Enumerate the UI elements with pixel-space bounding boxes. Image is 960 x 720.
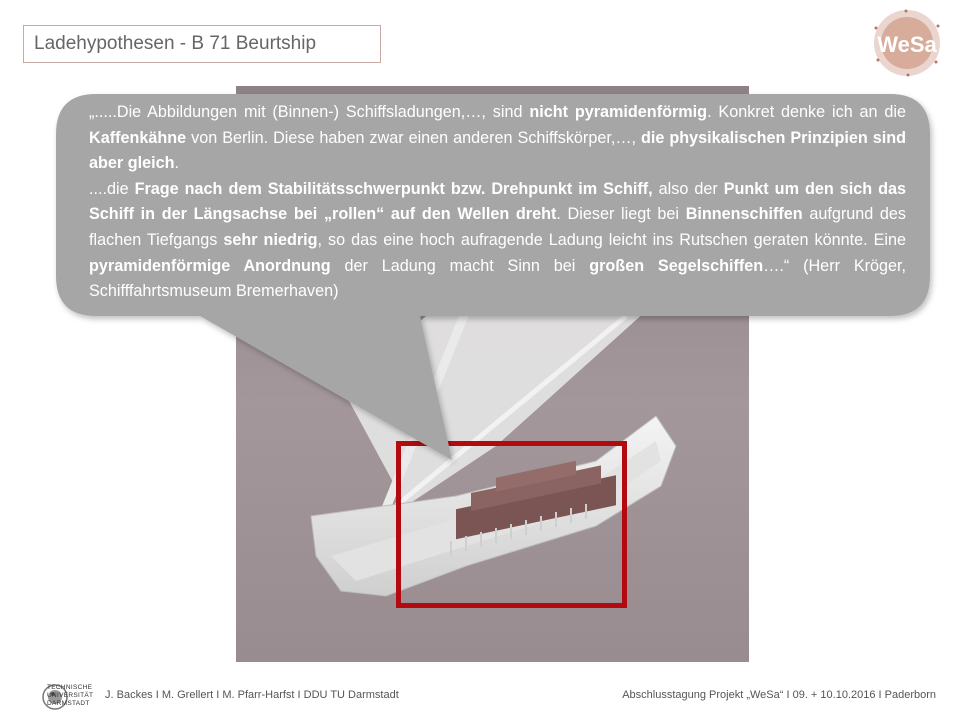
quote-segment: . Konkret denke ich an die (707, 103, 906, 121)
tud-line2: UNIVERSITÄT (47, 692, 94, 699)
tud-line1: TECHNISCHE (47, 684, 93, 691)
quote-segment: aufgrund des flachen Tiefgangs (89, 205, 907, 249)
quote-text (89, 100, 906, 305)
quote-emphasis: sehr niedrig (223, 230, 318, 249)
quote-segment: , so das eine hoch aufragende Ladung leicht ins Rutschen geraten könnte. Eine (317, 230, 907, 249)
tud-line3: DARMSTADT (47, 700, 90, 707)
footer-event: Abschlusstagung Projekt „WeSa“ I 09. + 10.10.2016 I Paderborn (622, 689, 936, 701)
quote-segment: also der (652, 179, 724, 198)
quote-segment: . Dieser liegt bei (556, 205, 686, 224)
quote-emphasis: großen Segelschiffen (589, 256, 764, 275)
quote-segment: von Berlin. Diese haben zwar einen anderen Schiffskörper,…, (186, 128, 641, 147)
tu-darmstadt-wordmark (47, 684, 93, 708)
quote-emphasis: Kaffenkähne (89, 128, 187, 147)
quote-emphasis: Punkt um den sich das Schiff in der Längsachse bei „rollen“ auf den Wellen dreht (89, 179, 906, 224)
quote-emphasis: die physikalischen Prinzipien sind aber gleich (89, 128, 906, 173)
quote-segment: ….“ (Herr Kröger, Schifffahrtsmuseum Bremerhaven) (89, 256, 907, 301)
wesa-logo-text: WeSa (877, 32, 937, 57)
quote-segment: ....die (89, 179, 135, 198)
quote-emphasis: Frage nach dem Stabilitätsschwerpunkt bzw. Drehpunkt im Schiff, (134, 179, 653, 198)
quote-emphasis: pyramidenförmige Anordnung (89, 256, 331, 275)
quote-segment: der Ladung macht Sinn bei (330, 256, 590, 275)
quote-segment: „.....Die Abbildungen mit (Binnen-) Schiffsladungen,…, sind (89, 103, 530, 121)
quote-emphasis: Binnenschiffen (685, 205, 803, 224)
slide-title: Ladehypothesen - B 71 Beurtship (23, 25, 381, 63)
quote-segment: . (174, 154, 179, 173)
quote-emphasis: nicht pyramidenförmig (529, 103, 708, 121)
footer-authors: J. Backes I M. Grellert I M. Pfarr-Harfst I DDU TU Darmstadt (105, 689, 399, 701)
